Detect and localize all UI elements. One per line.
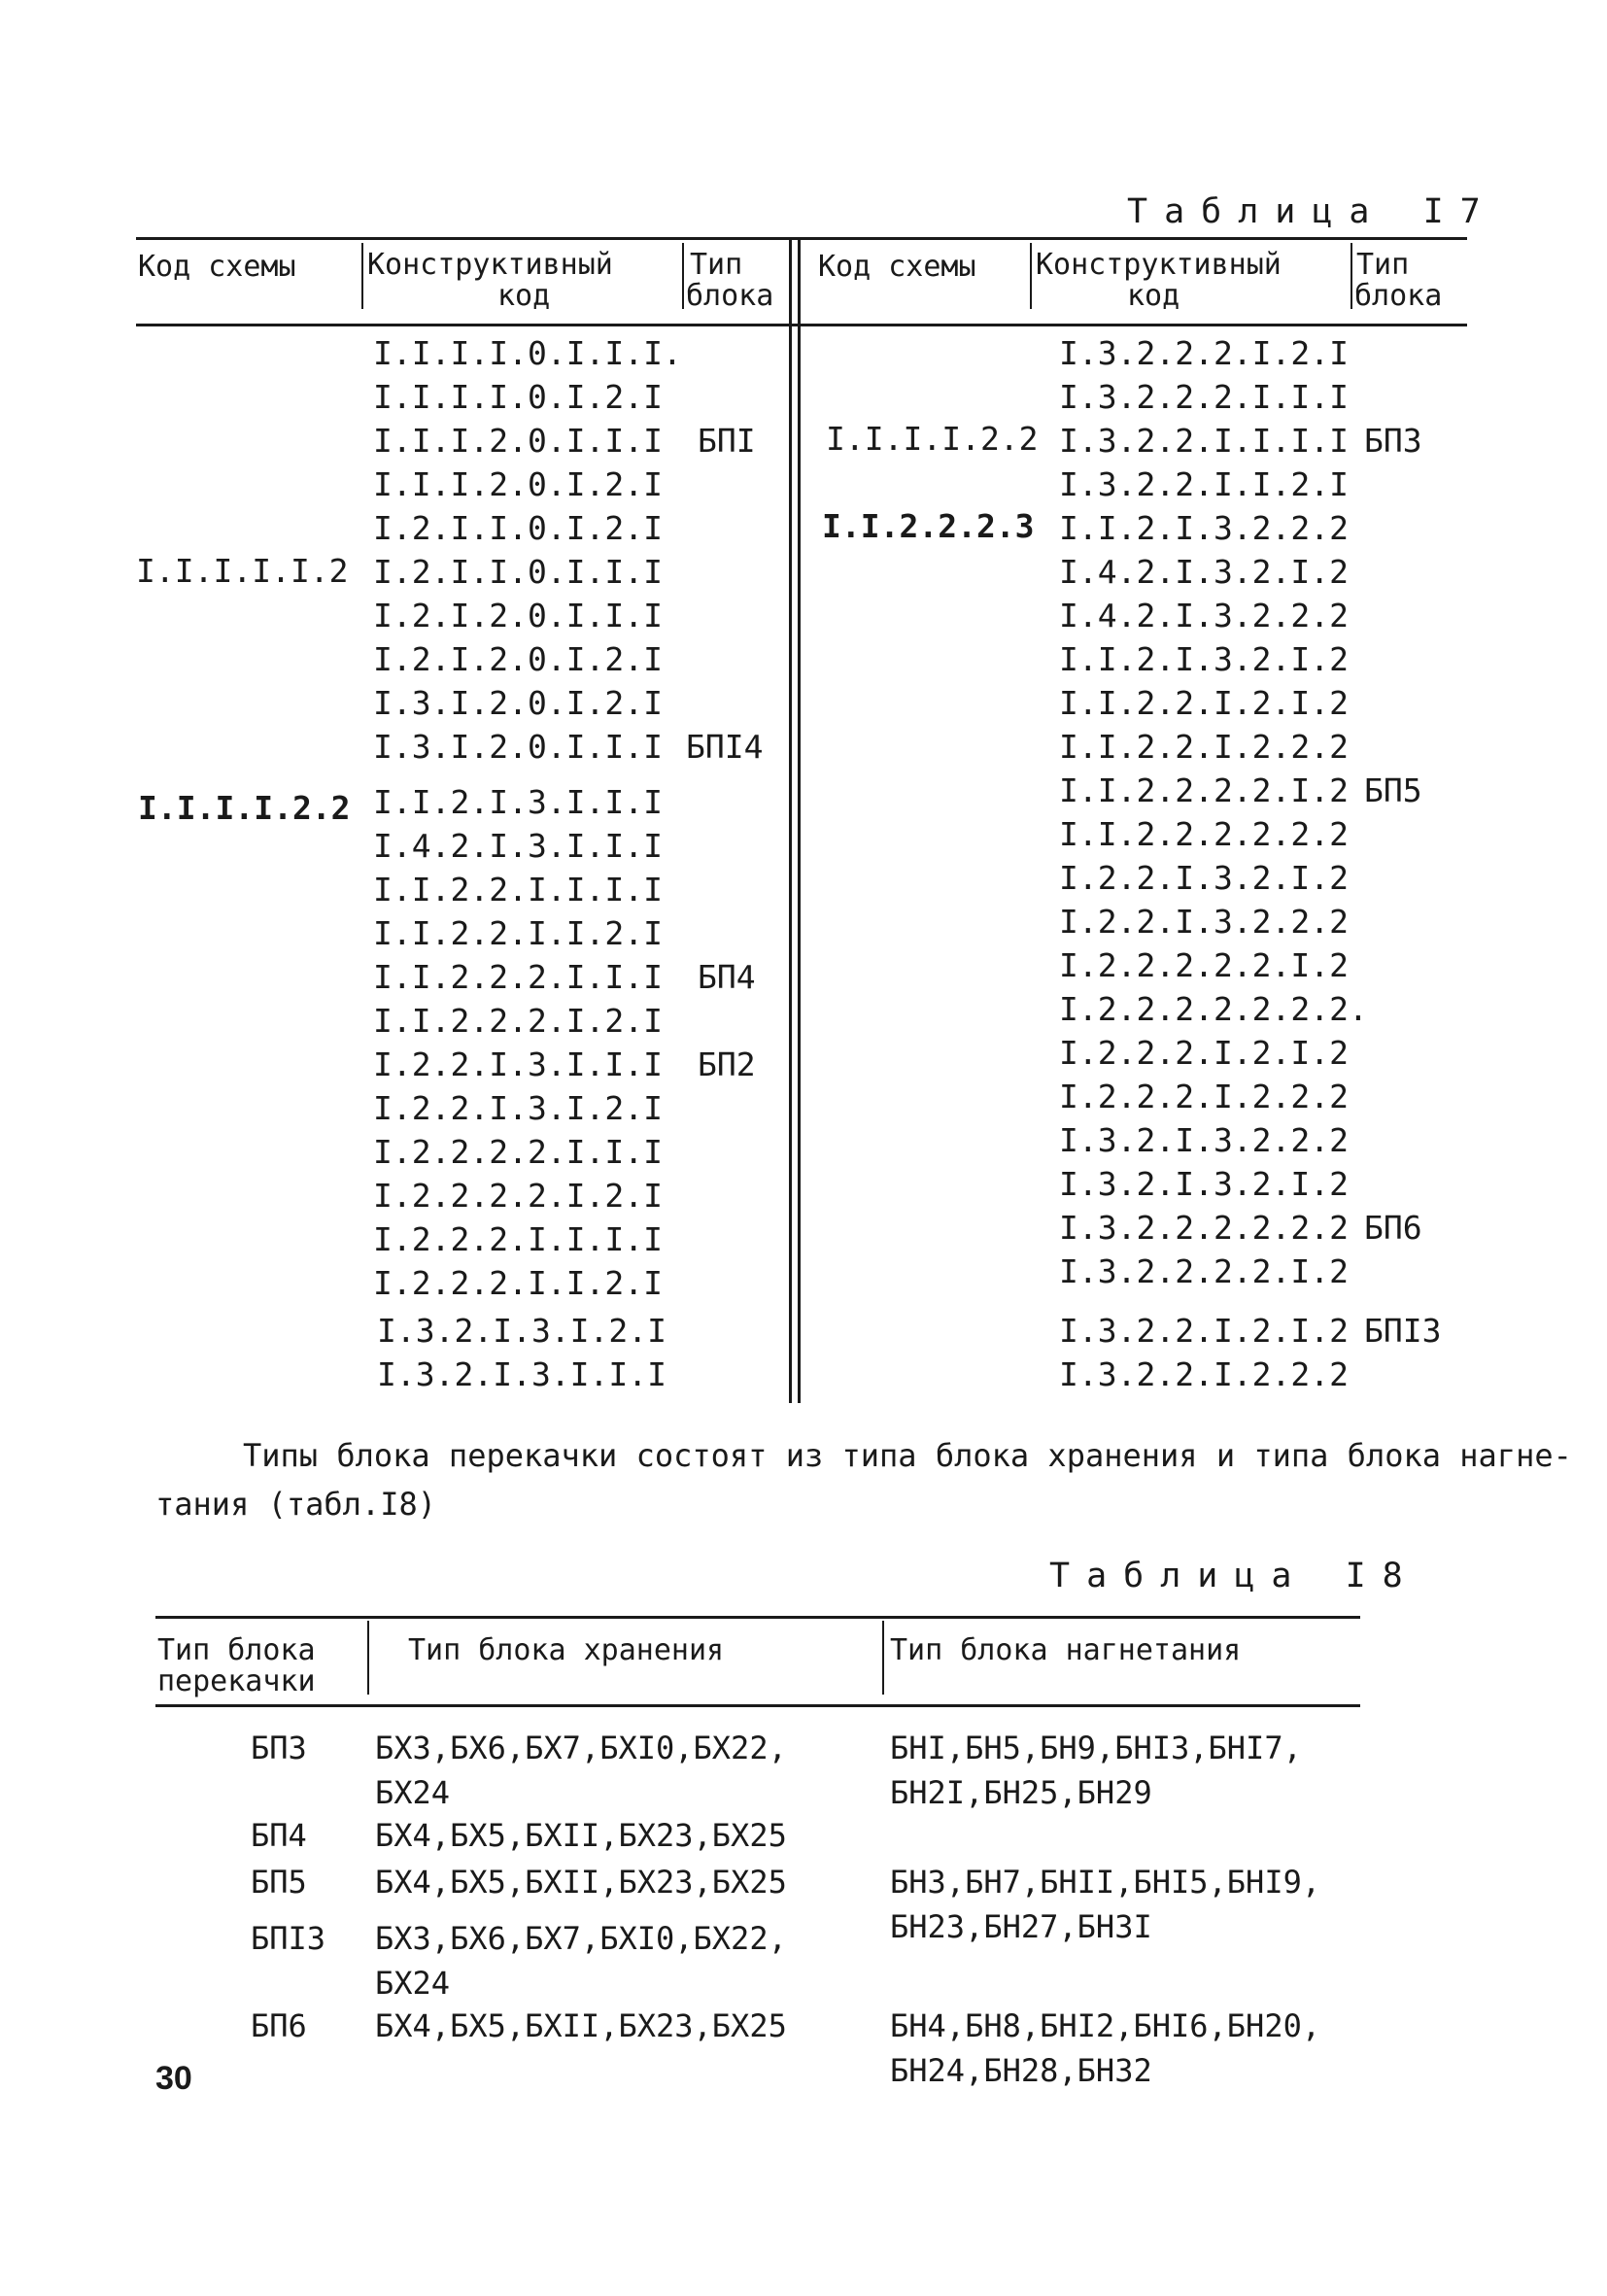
table17-right-row-code: I.3.2.2.I.I.I.I xyxy=(1059,422,1350,460)
table17-header-right-type: Тип xyxy=(1356,248,1410,282)
table17-left-row-code: I.2.2.2.2.I.I.I xyxy=(373,1133,664,1171)
table17-header-sep xyxy=(361,243,363,309)
table17-left-row-code: I.2.2.I.3.I.I.I xyxy=(373,1045,664,1083)
table17-left-row-code: I.I.2.2.I.I.I.I xyxy=(373,871,664,908)
table18-row-type: БП3 xyxy=(251,1730,307,1766)
table18-row-type: БП6 xyxy=(251,2007,307,2044)
table17-left-row-code: I.I.I.2.0.I.2.I xyxy=(373,465,664,503)
table17-header-left-constructive: Конструктивный xyxy=(367,248,613,282)
table17-left-row-code: I.3.I.2.0.I.I.I xyxy=(373,728,664,766)
table17-left-row-code: I.4.2.I.3.I.I.I xyxy=(373,827,664,865)
table17-header-right-constructive: Конструктивный xyxy=(1036,248,1282,282)
table17-header-right-scheme-code: Код схемы xyxy=(818,250,976,284)
table17-right-scheme-code: I.I.I.I.2.2 xyxy=(826,420,1039,458)
table18-row-storage: БХ24 xyxy=(375,1774,451,1811)
table17-left-row-code: I.2.2.2.I.I.2.I xyxy=(373,1264,664,1302)
table17-right-row-code: I.2.2.I.3.2.2.2 xyxy=(1059,903,1350,941)
table17-right-row-code: I.I.2.2.I.2.I.2 xyxy=(1059,684,1350,722)
table17-right-row-code: I.2.2.2.I.2.2.2 xyxy=(1059,1078,1350,1115)
table17-right-row-code: I.I.2.I.3.2.2.2 xyxy=(1059,509,1350,547)
table17-right-row-code: I.2.2.2.2.2.2.2. xyxy=(1059,990,1368,1028)
table17-header-left-type: Тип xyxy=(690,248,743,282)
table18-header-transfer: перекачки xyxy=(157,1664,316,1698)
table17-left-row-code: I.3.2.I.3.I.I.I xyxy=(377,1355,667,1393)
table17-header-left-type-block: блока xyxy=(686,279,774,313)
table18-row-storage: БХ24 xyxy=(375,1965,451,2002)
table17-right-row-code: I.I.2.2.2.2.I.2 xyxy=(1059,771,1350,809)
table17-left-row-code: I.I.2.2.2.I.I.I xyxy=(373,958,664,996)
table18-row-pump: БН24,БН28,БН32 xyxy=(890,2052,1152,2089)
table18-row-storage: БХ4,БХ5,БХII,БХ23,БХ25 xyxy=(375,2007,787,2044)
table17-left-row-code: I.I.I.I.0.I.2.I xyxy=(373,378,664,416)
table18-caption: Таблица I8 xyxy=(1049,1557,1419,1595)
table17-right-row-code: I.I.2.2.I.2.2.2 xyxy=(1059,728,1350,766)
table17-center-double-rule-b xyxy=(798,237,801,1403)
table17-right-row-type: БП3 xyxy=(1364,422,1422,460)
table18-header-sep xyxy=(367,1621,369,1695)
table17-right-row-code: I.3.2.2.2.I.I.I xyxy=(1059,378,1350,416)
table18-row-storage: БХ4,БХ5,БХII,БХ23,БХ25 xyxy=(375,1817,787,1854)
table17-top-rule xyxy=(136,237,1467,240)
table17-left-row-code: I.2.2.I.3.I.2.I xyxy=(373,1089,664,1127)
table17-left-row-code: I.I.2.2.2.I.2.I xyxy=(373,1002,664,1040)
table17-header-left-scheme-code: Код схемы xyxy=(138,250,296,284)
table17-left-row-code: I.2.2.2.2.I.2.I xyxy=(373,1177,664,1215)
table17-right-row-code: I.2.2.2.2.2.I.2 xyxy=(1059,946,1350,984)
table18-row-storage: БХ4,БХ5,БХII,БХ23,БХ25 xyxy=(375,1864,787,1901)
table18-header-storage: Тип блока хранения xyxy=(408,1633,725,1667)
table17-right-row-code: I.3.2.2.I.2.I.2 xyxy=(1059,1312,1350,1350)
table17-right-row-code: I.3.2.2.2.I.2.I xyxy=(1059,334,1350,372)
table18-row-type: БП4 xyxy=(251,1817,307,1854)
table17-right-row-code: I.I.2.2.2.2.2.2 xyxy=(1059,815,1350,853)
table17-header-left-constructive-code: код xyxy=(497,279,551,313)
table18-header-rule xyxy=(155,1704,1360,1707)
table17-right-row-code: I.3.2.I.3.2.2.2 xyxy=(1059,1121,1350,1159)
table17-left-scheme-code: I.I.I.I.I.2 xyxy=(136,552,349,590)
table17-left-row-type: БПI4 xyxy=(686,728,764,766)
table17-right-row-code: I.I.2.I.3.2.I.2 xyxy=(1059,640,1350,678)
page-number: 30 xyxy=(155,2060,192,2097)
table17-caption: Таблица I7 xyxy=(1127,192,1497,231)
table17-right-row-type: БПI3 xyxy=(1364,1312,1442,1350)
table17-header-sep xyxy=(1351,243,1352,309)
table17-left-row-code: I.2.I.2.0.I.2.I xyxy=(373,640,664,678)
table17-header-right-constructive-code: код xyxy=(1127,279,1180,313)
table17-right-row-code: I.3.2.2.2.2.I.2 xyxy=(1059,1252,1350,1290)
paragraph-line-1: Типы блока перекачки состоят из типа блока хранения и типа блока нагне- xyxy=(243,1437,1572,1474)
table18-row-pump: БН2I,БН25,БН29 xyxy=(890,1774,1152,1811)
table18-row-pump: БН4,БН8,БНI2,БНI6,БН20, xyxy=(890,2007,1321,2044)
table17-left-row-code: I.2.I.I.0.I.I.I xyxy=(373,553,664,591)
table17-left-row-type: БП4 xyxy=(698,958,756,996)
table18-top-rule xyxy=(155,1616,1360,1619)
table17-right-row-code: I.4.2.I.3.2.2.2 xyxy=(1059,597,1350,634)
table17-right-row-type: БП6 xyxy=(1364,1209,1422,1247)
table17-left-row-type: БПI xyxy=(698,422,756,460)
table17-header-rule xyxy=(136,324,1467,326)
table18-row-type: БП5 xyxy=(251,1864,307,1901)
table17-right-row-code: I.3.2.2.I.I.2.I xyxy=(1059,465,1350,503)
table18-row-pump: БН23,БН27,БН3I xyxy=(890,1908,1152,1945)
table17-header-sep xyxy=(682,243,684,309)
table17-header-right-type-block: блока xyxy=(1354,279,1443,313)
table17-left-row-code: I.I.I.I.0.I.I.I. xyxy=(373,334,682,372)
table17-left-row-code: I.3.I.2.0.I.2.I xyxy=(373,684,664,722)
table17-left-row-code: I.2.I.I.0.I.2.I xyxy=(373,509,664,547)
table17-right-row-code: I.3.2.2.I.2.2.2 xyxy=(1059,1355,1350,1393)
table17-left-scheme-code: I.I.I.I.2.2 xyxy=(138,789,351,827)
table18-row-pump: БНI,БН5,БН9,БНI3,БНI7, xyxy=(890,1730,1302,1766)
table18-row-storage: БХ3,БХ6,БХ7,БХI0,БХ22, xyxy=(375,1730,787,1766)
table18-row-storage: БХ3,БХ6,БХ7,БХI0,БХ22, xyxy=(375,1920,787,1957)
table17-right-row-code: I.4.2.I.3.2.I.2 xyxy=(1059,553,1350,591)
table17-right-row-code: I.3.2.2.2.2.2.2 xyxy=(1059,1209,1350,1247)
table17-left-row-type: БП2 xyxy=(698,1045,756,1083)
table17-left-row-code: I.I.2.I.3.I.I.I xyxy=(373,783,664,821)
paragraph-line-2: тания (табл.I8) xyxy=(155,1486,436,1523)
table17-right-row-type: БП5 xyxy=(1364,771,1422,809)
table17-left-row-code: I.3.2.I.3.I.2.I xyxy=(377,1312,667,1350)
table17-right-row-code: I.3.2.I.3.2.I.2 xyxy=(1059,1165,1350,1203)
table18-header-type: Тип блока xyxy=(157,1633,316,1667)
table17-left-row-code: I.2.I.2.0.I.I.I xyxy=(373,597,664,634)
table17-header-sep xyxy=(1030,243,1032,309)
table17-left-row-code: I.I.2.2.I.I.2.I xyxy=(373,914,664,952)
table18-header-sep xyxy=(882,1621,884,1695)
table17-right-row-code: I.2.2.I.3.2.I.2 xyxy=(1059,859,1350,897)
table17-left-row-code: I.I.I.2.0.I.I.I xyxy=(373,422,664,460)
table17-center-double-rule-a xyxy=(789,237,792,1403)
table17-right-scheme-code: I.I.2.2.2.3 xyxy=(822,507,1035,545)
table18-header-pump: Тип блока нагнетания xyxy=(890,1633,1242,1667)
table17-right-row-code: I.2.2.2.I.2.I.2 xyxy=(1059,1034,1350,1072)
table18-row-type: БПI3 xyxy=(251,1920,326,1957)
table17-left-row-code: I.2.2.2.I.I.I.I xyxy=(373,1220,664,1258)
table18-row-pump: БН3,БН7,БНII,БНI5,БНI9, xyxy=(890,1864,1321,1901)
